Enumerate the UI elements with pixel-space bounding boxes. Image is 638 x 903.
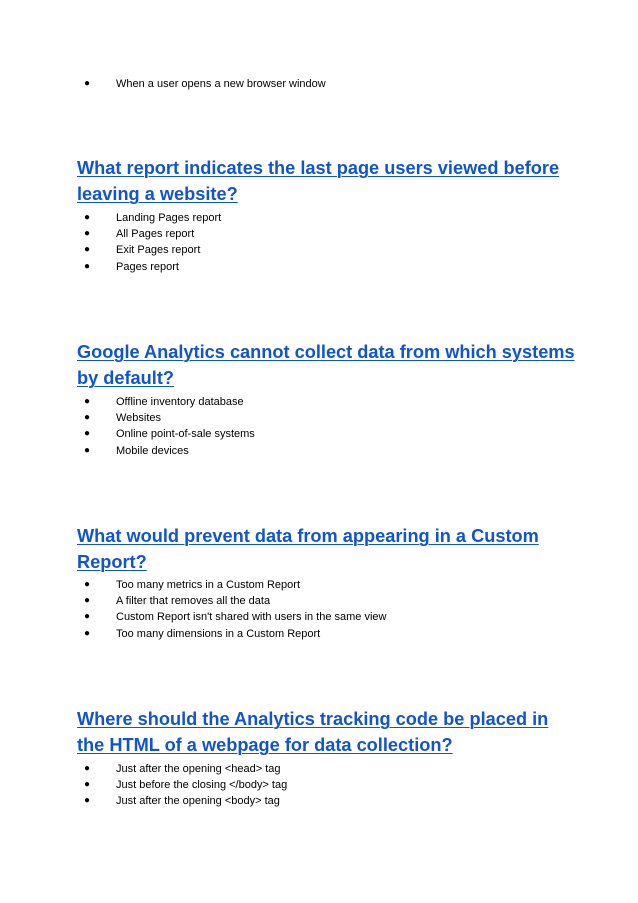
answer-option-text: Offline inventory database [116,396,244,408]
answer-option [84,577,387,593]
answer-list [84,394,255,459]
answer-option-text: Too many dimensions in a Custom Report [116,627,321,640]
answer-option-text: A filter that removes all the data [116,595,271,608]
question-heading[interactable]: Google Analytics cannot collect data from which systems by default? [77,342,575,388]
answer-option-text: Pages report [116,260,179,273]
answer-option-text: Mobile devices [116,444,189,457]
answer-option [84,609,387,625]
answer-option-text: Online point-of-sale systems [116,428,255,441]
bullet-icon: ● [84,412,91,424]
answer-list [84,577,387,642]
answer-option [84,242,221,258]
answer-option [84,761,287,777]
answer-option-text: Websites [116,412,162,425]
answer-option [84,626,387,642]
bullet-icon: ● [84,260,91,272]
answer-option [84,426,255,442]
answer-option [84,593,387,609]
answer-option-text: Too many metrics in a Custom Report [116,579,301,591]
answer-list [84,76,326,92]
answer-option [84,226,221,242]
bullet-icon: ● [84,78,91,89]
question-heading[interactable]: Where should the Analytics tracking code be placed in the HTML of a webpage for data collection? [77,709,549,755]
answer-list [84,210,221,275]
answer-option [84,443,255,459]
answer-option [84,777,287,793]
bullet-icon: ● [84,444,91,456]
answer-option [84,259,221,275]
answer-list [84,761,287,810]
bullet-icon: ● [84,611,91,623]
answer-option-text: When a user opens a new browser window [116,78,326,90]
answer-option [84,210,221,226]
bullet-icon: ● [84,627,91,639]
answer-option [84,410,255,426]
bullet-icon: ● [84,228,91,240]
answer-option-text: Exit Pages report [116,244,201,257]
bullet-icon: ● [84,212,91,223]
question-heading[interactable]: What report indicates the last page users viewed before leaving a website? [77,158,560,204]
bullet-icon: ● [84,396,91,407]
answer-option-text: Just after the opening <head> tag [116,763,281,775]
bullet-icon: ● [84,428,91,440]
answer-option [84,76,326,92]
answer-option-text: All Pages report [116,228,195,241]
answer-option-text: Just after the opening <body> tag [116,795,280,808]
question-heading[interactable]: What would prevent data from appearing in a Custom Report? [77,526,539,572]
answer-option [84,394,255,410]
answer-option-text: Custom Report isn't shared with users in the same view [116,611,387,624]
answer-option-text: Landing Pages report [116,212,222,224]
bullet-icon: ● [84,595,91,607]
bullet-icon: ● [84,244,91,256]
bullet-icon: ● [84,579,91,590]
answer-option [84,793,287,809]
bullet-icon: ● [84,795,91,807]
answer-option-text: Just before the closing </body> tag [116,779,288,792]
bullet-icon: ● [84,779,91,791]
bullet-icon: ● [84,763,91,774]
